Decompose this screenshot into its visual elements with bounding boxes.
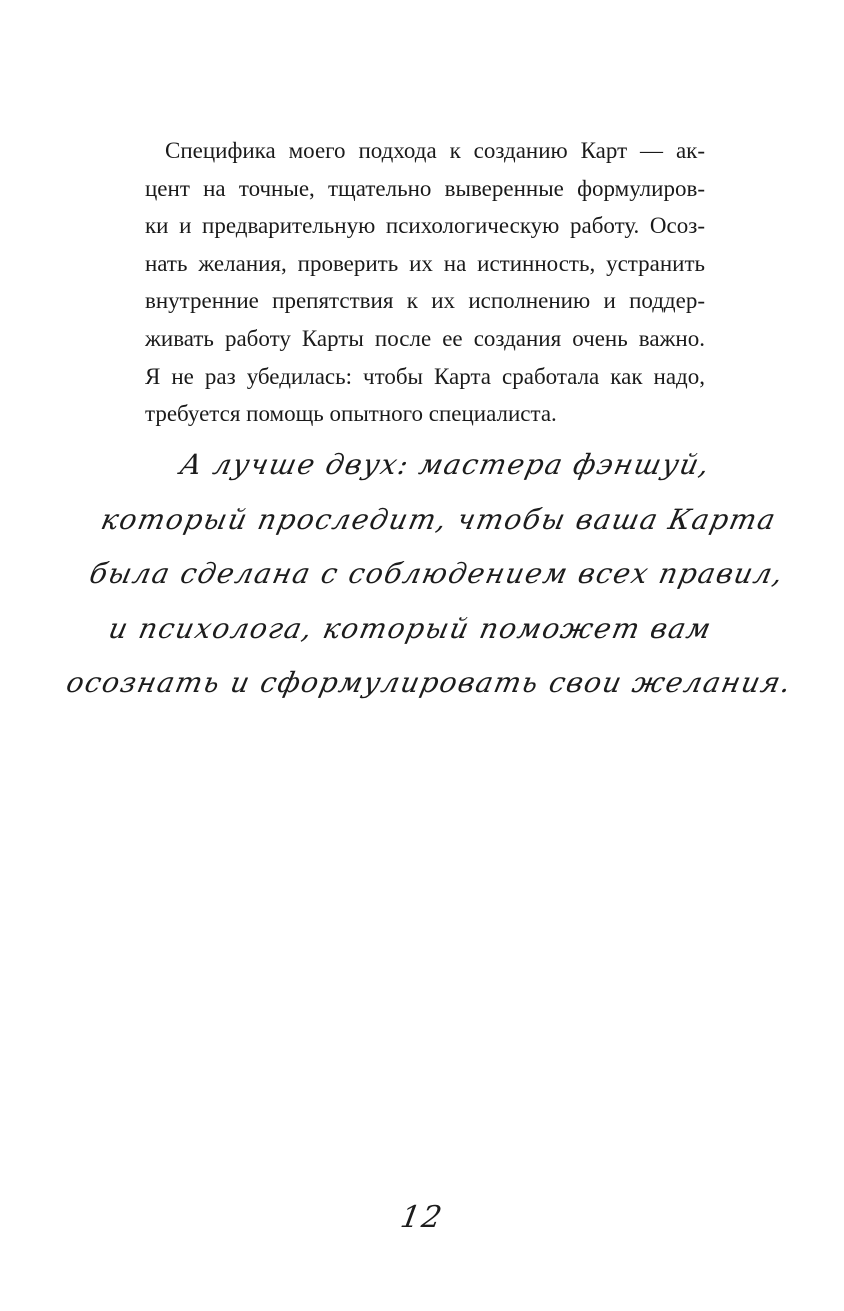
paragraph-line: нать желания, проверить их на истинность, устранить xyxy=(145,250,705,276)
quote-line: была сделана с соблюдением всех правил, xyxy=(86,557,788,590)
page-number: 12 xyxy=(397,1200,447,1235)
paragraph-line: Я не раз убедилась: чтобы Карта сработала как надо, xyxy=(145,363,705,389)
paragraph-line: требуется помощь опытного специалиста. xyxy=(145,401,557,427)
body-paragraph xyxy=(145,132,705,433)
quote-line: А лучше двух: мастера фэншуй, xyxy=(177,448,714,481)
paragraph-line: живать работу Карты после ее создания очень важно. xyxy=(145,325,705,351)
paragraph-line: внутренние препятствия к их исполнению и поддер- xyxy=(145,288,705,314)
paragraph-line: Специфика моего подхода к созданию Карт — ак- xyxy=(165,138,705,163)
handwritten-quote xyxy=(61,438,796,711)
quote-line: который проследит, чтобы ваша Карта xyxy=(98,502,780,536)
quote-line: и психолога, который поможет вам xyxy=(105,611,716,645)
paragraph-line: цент на точные, тщательно выверенные формулиров- xyxy=(145,175,705,201)
quote-line: осознать и сформулировать свои желания. xyxy=(63,666,796,699)
paragraph-line: ки и предварительную психологическую работу. Осоз- xyxy=(145,213,705,239)
